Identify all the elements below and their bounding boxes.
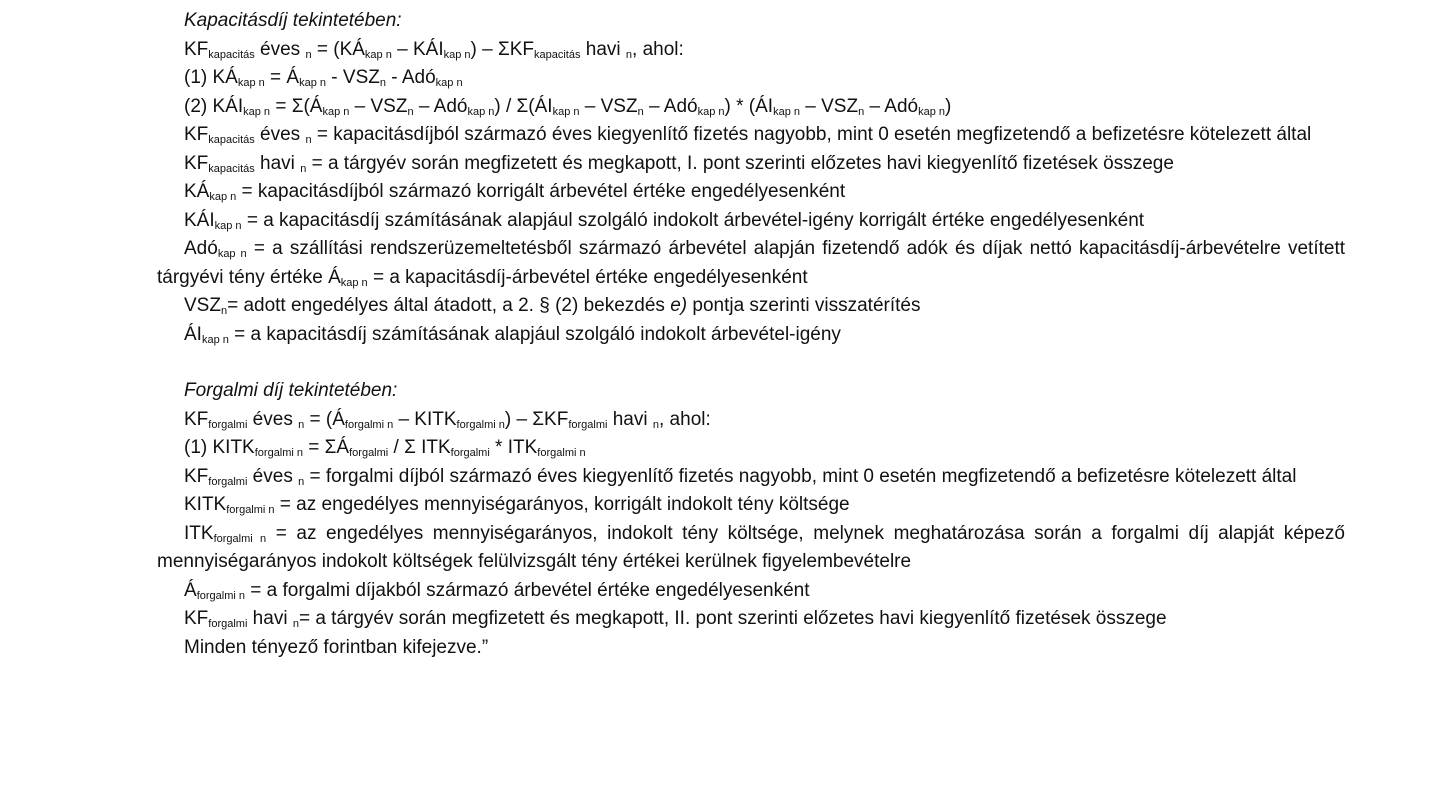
capacity-def-kf-eves: $KF_{kapacitás}$ éves $_n$ = kapacitásdíjból származó éves kiegyenlítő fizetés nagyobb, mint 0 esetén megfizetendő a befizetésre kötelezett által	[184, 124, 1312, 146]
capacity-def-vsz: $VSZ_n=$ adott engedélyes által átadott, a 2. § (2) bekezdés e) pontja szerinti visszatérítés	[184, 295, 921, 317]
capacity-heading: Kapacitásdíj tekintetében:	[184, 10, 402, 31]
capacity-formula-2: (2) $KÁI_{kap n}$ = $\Sigma(Á_{kap n} - VSZ_n$ – Adó$_{kap n}$) / $\Sigma(ÁI_{kap n} - VSZ_n$ – Adó$_{kap n}$) * ($ÁI_{kap n} - VSZ_n$ – Adó$_{kap n}$)	[184, 95, 952, 118]
capacity-def-ai: $ÁI_{kap n} = a$ kapacitásdíj számításának alapjául szolgáló indokolt árbevétel-igény	[184, 323, 841, 346]
traffic-def-kf-havi: $KF_{forgalmi}$ havi $_n$= a tárgyév során megfizetett és megkapott, II. pont szerinti előzetes havi kiegyenlítő fizetések összege	[184, 608, 1167, 630]
traffic-heading: Forgalmi díj tekintetében:	[184, 380, 398, 401]
traffic-closing: Minden tényező forintban kifejezve.”	[184, 636, 489, 658]
traffic-def-itk: $ITK_{forgalmi n}$ = az engedélyes mennyiségarányos, indokolt tény költsége, melynek meghatározása során a forgalmi díj alapját képező mennyiségarányos indokolt költségek felülvizsgált tény értékei kerülnek figyelembevételre	[157, 522, 1346, 572]
capacity-def-ado: Adó$_{kap n}$ = a szállítási rendszerüzemeltetésből származó árbevétel alapján fizetendő adók és díjak nettó kapacitásdíj-árbevételre vetített tárgyévi tény értéke $Á_{kap n} = a$ kapacitásdíj-árbevétel értéke engedélyesenként	[157, 238, 1345, 289]
capacity-def-kai: $KÁI_{kap n} = a$ kapacitásdíj számításának alapjául szolgáló indokolt árbevétel-igény korrigált értéke engedélyesenként	[184, 209, 1145, 232]
capacity-def-kf-havi: $KF_{kapacitás}$ havi $_n$ = a tárgyév során megfizetett és megkapott, I. pont szerinti előzetes havi kiegyenlítő fizetések összege	[184, 152, 1174, 175]
capacity-formula-1: (1) $KÁ_{kap n}$ = $Á_{kap n} - VSZ_n$ - Adó$_{kap n}$	[184, 67, 463, 89]
capacity-formula-main: $KF_{kapacitás}$ éves $_n = (KÁ_{kap n}$ – $KÁI_{kap n}) - \Sigma KF_{kapacitás}$ havi $_n$, ahol:	[184, 38, 684, 61]
traffic-def-a: $Á_{forgalmi n} = a$ forgalmi díjakból származó árbevétel értéke engedélyesenként	[184, 579, 810, 602]
traffic-formula-1: (1) $KITK_{forgalmi n}$ = $\Sigma Á_{forgalmi}$ / Σ $ITK_{forgalmi} * ITK_{forgalmi n}$	[184, 437, 586, 459]
traffic-def-kf-eves: $KF_{forgalmi}$ éves $_n$ = forgalmi díjból származó éves kiegyenlítő fizetés nagyobb, mint 0 esetén megfizetendő a befizetésre kötelezett által	[184, 465, 1297, 488]
section-gap	[157, 349, 1345, 377]
capacity-def-ka: $KÁ_{kap n}$ = kapacitásdíjból származó korrigált árbevétel értéke engedélyesenként	[184, 181, 846, 203]
document-page	[157, 7, 1345, 662]
traffic-formula-main: $KF_{forgalmi}$ éves $_n = (Á_{forgalmi n}$ – $KITK_{forgalmi n}) - \Sigma KF_{forgalmi}$ havi $_n$, ahol:	[184, 408, 711, 431]
traffic-def-kitk: $KITK_{forgalmi n}$ = az engedélyes mennyiségarányos, korrigált indokolt tény költsége	[184, 494, 850, 516]
